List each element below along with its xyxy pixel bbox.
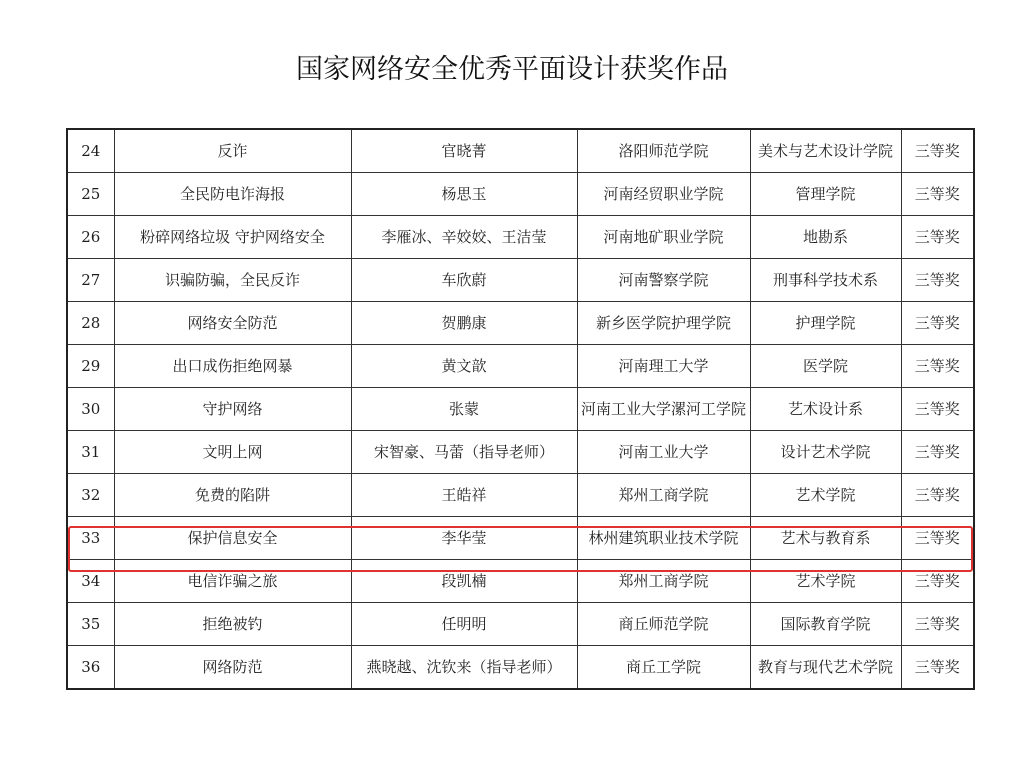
row-number: 31 [67,431,114,474]
row-number: 26 [67,216,114,259]
author-name: 黄文歆 [351,345,577,388]
awards-table [66,128,975,690]
work-title: 网络防范 [114,646,351,690]
school-name: 河南理工大学 [577,345,750,388]
department-name: 护理学院 [750,302,901,345]
school-name: 河南经贸职业学院 [577,173,750,216]
row-number: 28 [67,302,114,345]
department-name: 教育与现代艺术学院 [750,646,901,690]
table-row [67,259,974,302]
author-name: 李华莹 [351,517,577,560]
table-row [67,345,974,388]
work-title: 识骗防骗，全民反诈 [114,259,351,302]
school-name: 郑州工商学院 [577,474,750,517]
school-name: 新乡医学院护理学院 [577,302,750,345]
award-level: 三等奖 [901,259,974,302]
award-level: 三等奖 [901,603,974,646]
work-title: 拒绝被钓 [114,603,351,646]
author-name: 任明明 [351,603,577,646]
department-name: 刑事科学技术系 [750,259,901,302]
row-number: 32 [67,474,114,517]
award-level: 三等奖 [901,474,974,517]
award-level: 三等奖 [901,216,974,259]
work-title: 电信诈骗之旅 [114,560,351,603]
work-title: 文明上网 [114,431,351,474]
author-name: 杨思玉 [351,173,577,216]
author-name: 李雁冰、辛姣姣、王洁莹 [351,216,577,259]
table-row [67,129,974,173]
work-title: 全民防电诈海报 [114,173,351,216]
table-row [67,474,974,517]
author-name: 车欣蔚 [351,259,577,302]
department-name: 地勘系 [750,216,901,259]
school-name: 河南工业大学漯河工学院 [577,388,750,431]
row-number: 29 [67,345,114,388]
award-level: 三等奖 [901,129,974,173]
department-name: 国际教育学院 [750,603,901,646]
department-name: 美术与艺术设计学院 [750,129,901,173]
department-name: 管理学院 [750,173,901,216]
author-name: 官晓菁 [351,129,577,173]
work-title: 免费的陷阱 [114,474,351,517]
row-number: 30 [67,388,114,431]
row-number: 24 [67,129,114,173]
table-row [67,560,974,603]
award-level: 三等奖 [901,560,974,603]
author-name: 宋智豪、马蕾（指导老师） [351,431,577,474]
award-level: 三等奖 [901,173,974,216]
page-title: 国家网络安全优秀平面设计获奖作品 [296,54,728,85]
department-name: 艺术学院 [750,560,901,603]
work-title: 反诈 [114,129,351,173]
school-name: 河南地矿职业学院 [577,216,750,259]
row-number: 33 [67,517,114,560]
author-name: 张蒙 [351,388,577,431]
row-number: 27 [67,259,114,302]
department-name: 艺术学院 [750,474,901,517]
award-level: 三等奖 [901,517,974,560]
author-name: 段凯楠 [351,560,577,603]
award-level: 三等奖 [901,646,974,690]
table-row [67,603,974,646]
school-name: 郑州工商学院 [577,560,750,603]
school-name: 洛阳师范学院 [577,129,750,173]
department-name: 艺术设计系 [750,388,901,431]
school-name: 林州建筑职业技术学院 [577,517,750,560]
row-number: 35 [67,603,114,646]
author-name: 燕晓越、沈钦来（指导老师） [351,646,577,690]
work-title: 保护信息安全 [114,517,351,560]
row-number: 34 [67,560,114,603]
table-row [67,646,974,690]
work-title: 出口成伤拒绝网暴 [114,345,351,388]
table-row [67,302,974,345]
author-name: 王皓祥 [351,474,577,517]
work-title: 网络安全防范 [114,302,351,345]
department-name: 设计艺术学院 [750,431,901,474]
row-number: 25 [67,173,114,216]
department-name: 医学院 [750,345,901,388]
award-level: 三等奖 [901,431,974,474]
author-name: 贺鹏康 [351,302,577,345]
award-level: 三等奖 [901,388,974,431]
table-row [67,173,974,216]
department-name: 艺术与教育系 [750,517,901,560]
table-row [67,431,974,474]
award-level: 三等奖 [901,345,974,388]
table-row [67,216,974,259]
work-title: 守护网络 [114,388,351,431]
school-name: 商丘工学院 [577,646,750,690]
school-name: 河南工业大学 [577,431,750,474]
school-name: 河南警察学院 [577,259,750,302]
table-row [67,388,974,431]
table-row-highlighted [67,517,974,560]
work-title: 粉碎网络垃圾 守护网络安全 [114,216,351,259]
row-number: 36 [67,646,114,690]
award-level: 三等奖 [901,302,974,345]
school-name: 商丘师范学院 [577,603,750,646]
